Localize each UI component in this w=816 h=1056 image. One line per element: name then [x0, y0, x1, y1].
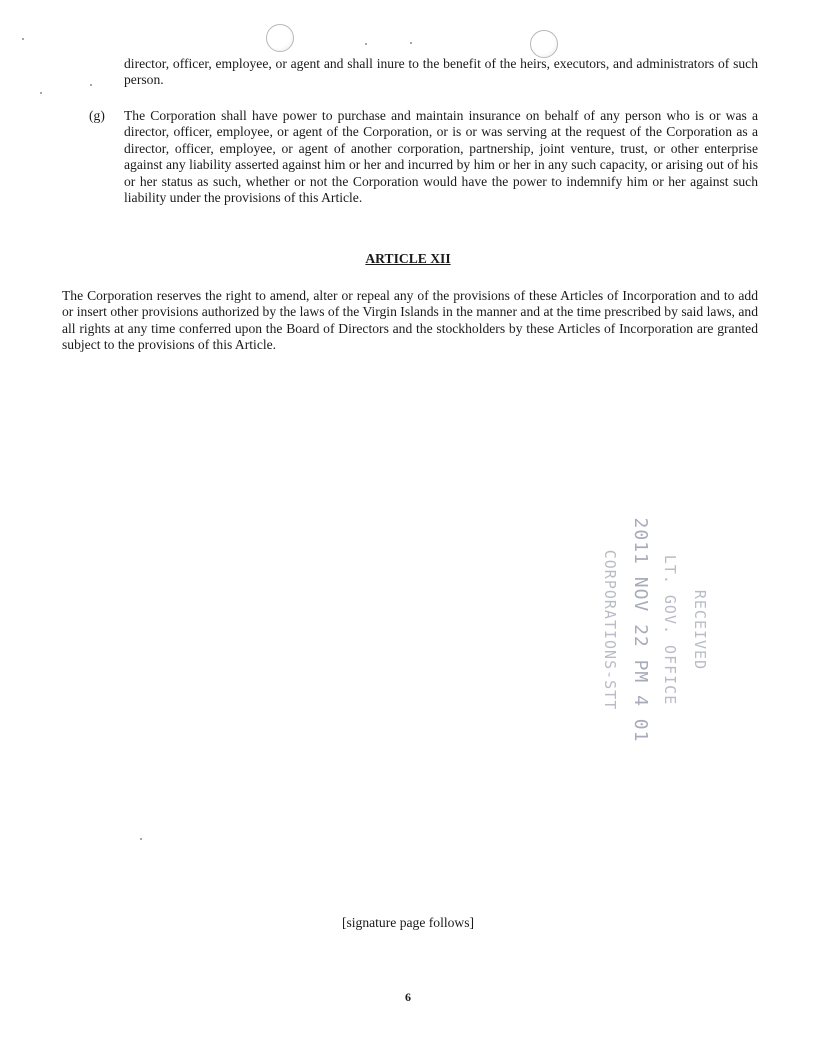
scan-speck	[22, 38, 24, 40]
scan-speck	[40, 92, 42, 94]
article-heading-text: ARTICLE XII	[365, 251, 451, 266]
item-g-label: (g)	[89, 108, 105, 123]
article-heading	[0, 250, 816, 268]
scan-speck	[140, 838, 142, 840]
item-g-paragraph: The Corporation shall have power to purchase and maintain insurance on behalf of any person who is or was a director, officer, employee, or agent of the Corporation, or is or was serving at the request of the Corporation as a director, officer, employee, or agent of another corporation, partnership, joint venture, trust, or other enterprise against any liability asserted against him or her and incurred by him or her in any such capacity, or arising out of his or her status as such, whether or not the Corporation would have the power to indemnify him or her against such liability under the provisions of this Article.	[124, 108, 758, 206]
hole-punch-left	[266, 24, 294, 52]
article-xii-paragraph: The Corporation reserves the right to amend, alter or repeal any of the provisions of these Articles of Incorporation and to add or insert other provisions authorized by the laws of the Virgin Islands in the manner and at the time prescribed by said laws, and all rights at any time conferred upon the Board of Directors and the stockholders by these Articles of Incorporation are granted subject to the provisions of this Article.	[62, 288, 758, 353]
continuation-paragraph: director, officer, employee, or agent and shall inure to the benefit of the heirs, executors, and administrators of such person.	[124, 56, 758, 88]
stamp-office: LT. GOV. OFFICE	[661, 554, 679, 706]
scan-speck	[365, 43, 367, 45]
signature-page-note: [signature page follows]	[341, 915, 475, 930]
stamp-received: RECEIVED	[691, 589, 709, 671]
hole-punch-right	[530, 30, 558, 58]
stamp-division: CORPORATIONS-STT	[601, 549, 619, 711]
stamp-date: 2011 NOV 22 PM 4 01	[630, 517, 651, 743]
scan-speck	[90, 84, 92, 86]
page-number: 6	[405, 990, 411, 1004]
scan-speck	[410, 42, 412, 44]
